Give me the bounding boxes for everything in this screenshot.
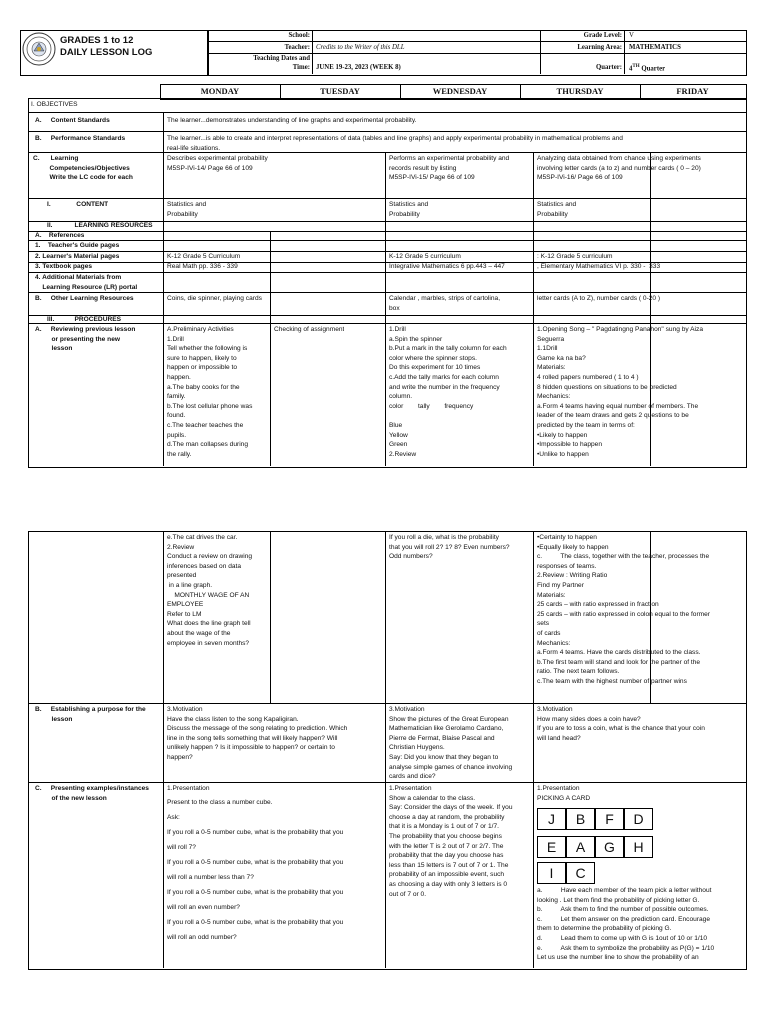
day-monday: MONDAY xyxy=(200,86,240,96)
letter-card: B xyxy=(566,808,595,830)
other-resources-label: B. Other Learning Resources xyxy=(35,295,134,302)
competencies-label: C. Learning Competencies/Objectives Write the LC code for each xyxy=(33,155,133,182)
teacher-label: Teacher: xyxy=(284,44,310,51)
presenting-monday-line: Present to the class a number cube. xyxy=(167,799,273,806)
learners-material-label: 2. Learner's Material pages xyxy=(35,253,120,260)
presenting-monday-line: will roll an odd number? xyxy=(167,934,237,941)
area-value: MATHEMATICS xyxy=(629,44,681,51)
quarter-label: Quarter: xyxy=(595,64,622,71)
competencies-monday: Describes experimental probability M5SP-IVi-14/ Page 66 of 109 xyxy=(167,155,268,172)
purpose-label: B. Establishing a purpose for the lesson xyxy=(35,706,146,723)
presenting-wednesday: 1.Presentation Show a calendar to the class. Say: Consider the days of the week. If you choose a day at random, the probability that it is a Monday is 1 out of 7 or 1/7. The probability that you choose begins with the letter T is 2 out of 7 or 2/7. The probability that the day you choose has less than 15 letters is 7 out of 7 or 1. The probability of an impossible event, such as choosing a day with only 3 letters is 0 out of 7 or 0. xyxy=(389,785,513,898)
day-tuesday: TUESDAY xyxy=(320,86,360,96)
letter-card: J xyxy=(537,808,566,830)
content-label: I. CONTENT xyxy=(47,201,109,208)
other-resources-monday: Coins, die spinner, playing cards xyxy=(167,295,262,302)
reviewing-thursday-cont: •Certainty to happen •Equally likely to happen c. The class, together with the teacher, processes the responses of teams. 2.Review : Writing Ratio Find my Partner Materials: 25 cards – with ratio expressed in fraction 25 cards – with ratio expressed in colon equal to the former sets of cards Mechanics: a.Form 4 teams. Have the cards distributed to the class. b.The first team will stand and look for the partner of the ratio. The next team follows. c.The team with the highest number of partner wins xyxy=(537,534,710,685)
presenting-monday-line: If you roll a 0-5 number cube, what is the probability that you xyxy=(167,889,344,896)
presenting-monday-line: If you roll a 0-5 number cube, what is the probability that you xyxy=(167,829,344,836)
references-label: A. References xyxy=(35,232,85,239)
presenting-monday-line: will roll an even number? xyxy=(167,904,240,911)
title-line-2: DAILY LESSON LOG xyxy=(60,47,153,58)
dates-label-2: Time: xyxy=(292,64,310,71)
learners-material-monday: K-12 Grade 5 Curriculum xyxy=(167,253,241,260)
presenting-thursday-top: 1.Presentation PICKING A CARD xyxy=(537,785,591,802)
purpose-thursday: 3.Motivation How many sides does a coin have? If you are to toss a coin, what is the chance that your coin will land head? xyxy=(537,706,705,742)
presenting-thursday-bottom: a. Have each member of the team pick a letter without looking . Let them find the probability of picking letter G. b. Ask them to find the number of possible outcomes. c. Let them answer on the prediction card. Encourage them to determine the probability of picking G. d. Lead them to come up with G is 1out of 10 or 1/10 e. Ask them to symbolize the probability as P(G) = 1/10 Let us use the number line to show the probability of an xyxy=(537,887,715,962)
grade-value: V xyxy=(629,32,634,39)
grade-label: Grade Level: xyxy=(583,32,622,39)
presenting-monday-line: If you roll a 0-5 number cube, what is the probability that you xyxy=(167,859,344,866)
presenting-label: C. Presenting examples/instances of the new lesson xyxy=(35,785,149,802)
reviewing-thursday: 1.Opening Song – " Pagdatingng Panahon" sung by Aiza Seguerra 1.1Drill Game ka na ba? Materials: 4 rolled papers numbered ( 1 to 4 ) 8 hidden questions on situations to be predicted Mechanics: a.Form 4 teams having equal number of members. The leader of the team draws and gets 2 questions to be predicted by the team in terms of: •Likely to happen •Impossible to happen •Unlike to happen xyxy=(537,326,703,458)
textbook-wednesday: Integrative Mathematics 6 pp.443 – 447 xyxy=(389,263,505,270)
letter-card: C xyxy=(566,862,595,884)
learners-material-thursday: : K-12 Grade 5 curriculum xyxy=(537,253,613,260)
presenting-monday-line: Ask: xyxy=(167,814,180,821)
letter-card: I xyxy=(537,862,566,884)
quarter-value: 4TH Quarter xyxy=(629,64,666,73)
procedures-label: III. PROCEDURES xyxy=(47,316,122,323)
presenting-monday-line: If you roll a 0-5 number cube, what is the probability that you xyxy=(167,919,344,926)
other-resources-thursday: letter cards (A to Z), number cards ( 0-20 ) xyxy=(537,295,661,302)
reviewing-label: A. Reviewing previous lesson or presenting the new lesson xyxy=(35,326,136,353)
dates-label-1: Teaching Dates and xyxy=(253,55,310,62)
letter-card: D xyxy=(624,808,653,830)
content-standards-text: The learner...demonstrates understanding of line graphs and experimental probability. xyxy=(167,117,417,124)
day-thursday: THURSDAY xyxy=(556,86,604,96)
reviewing-monday-cont: e.The cat drives the car. 2.Review Conduct a review on drawing inferences based on data presented in a line graph. MONTHLY WAGE OF AN EMPLOYEE Refer to LM What does the line graph tell about the wage of the employee in seven months? xyxy=(167,534,253,647)
content-thursday: Statistics and Probability xyxy=(537,201,577,218)
letter-card: A xyxy=(566,836,595,858)
competencies-wednesday: Performs an experimental probability and records result by listing M5SP-IVi-15/ Page 66 of 109 xyxy=(389,155,510,182)
purpose-monday: 3.Motivation Have the class listen to the song Kapaligiran. Discuss the message of the song relating to prediction. Which line in the song tells something that will likely happen? Will unlikely happen ? Is it impossible to happen? or certain to happen? xyxy=(167,706,348,761)
content-monday: Statistics and Probability xyxy=(167,201,207,218)
teachers-guide-label: 1. Teacher's Guide pages xyxy=(35,242,120,249)
competencies-thursday: Analyzing data obtained from chance using experiments involving letter cards (a to z) and number cards ( 0 – 20) M5SP-IVi-16/ Page 66 of 109 xyxy=(537,155,701,182)
purpose-wednesday: 3.Motivation Show the pictures of the Great European Mathematician like Gerolamo Cardano, Pierre de Fermat, Blaise Pascal and Christian Huygens. Say: Did you know that they began to analyse simple games of chance involving cards and dice? xyxy=(389,706,513,781)
letter-card: H xyxy=(624,836,653,858)
letter-card: E xyxy=(537,836,566,858)
content-standards-label: A. Content Standards xyxy=(35,117,110,124)
title-line-1: GRADES 1 to 12 xyxy=(60,35,134,46)
letter-card: G xyxy=(595,836,624,858)
textbook-thursday: , Elementary Mathematics VI p. 330 - 333 xyxy=(537,263,661,270)
performance-standards-label: B. Performance Standards xyxy=(35,135,126,142)
day-friday: FRIDAY xyxy=(676,86,709,96)
letter-card: F xyxy=(595,808,624,830)
area-label: Learning Area: xyxy=(577,44,622,51)
school-label: School: xyxy=(288,32,310,39)
presenting-monday-line: will roll 7? xyxy=(167,844,196,851)
performance-standards-text: The learner...is able to create and interpret representations of data (tables and line graphs) and apply experimental probability in mathematical problems and real-life situations. xyxy=(167,135,623,152)
presenting-monday-line: will roll a number less than 7? xyxy=(167,874,254,881)
reviewing-tuesday: Checking of assignment xyxy=(274,326,345,333)
additional-materials-label: 4. Additional Materials from Learning Resource (LR) portal xyxy=(35,274,138,291)
other-resources-wednesday: Calendar , marbles, strips of cartolina, box xyxy=(389,295,501,312)
reviewing-wednesday: 1.Drill a.Spin the spinner b.Put a mark in the tally column for each color where the spinner stops. Do this experiment for 10 times c.Add the tally marks for each column and write the number in the frequency column. color tally frequency Blue Yellow Green 2.Review xyxy=(389,326,507,458)
content-wednesday: Statistics and Probability xyxy=(389,201,429,218)
day-wednesday: WEDNESDAY xyxy=(432,86,488,96)
dates-value: JUNE 19-23, 2023 (WEEK 8) xyxy=(316,64,401,71)
learners-material-wednesday: K-12 Grade 5 curriculum xyxy=(389,253,461,260)
textbook-label: 3. Textbook pages xyxy=(35,263,93,270)
reviewing-monday: A.Preliminary Activities 1.Drill Tell whether the following is sure to happen, likely to happen or impossible to happen. a.The baby cooks for the family. b.The lost cellular phone was found. c.The teacher teaches the pupils. d.The man collapses during the rally. xyxy=(167,326,253,458)
learning-resources-label: II. LEARNING RESOURCES xyxy=(47,222,153,229)
reviewing-wednesday-cont: If you roll a die, what is the probability that you will roll 2? 1? 8? Even numbers? Odd numbers? xyxy=(389,534,510,561)
objectives-heading: I. OBJECTIVES xyxy=(31,101,78,108)
presenting-monday-line: 1.Presentation xyxy=(167,785,210,792)
textbook-monday: Real Math pp. 336 - 339 xyxy=(167,263,238,270)
teacher-value: Credits to the Writer of this DLL xyxy=(316,44,405,51)
